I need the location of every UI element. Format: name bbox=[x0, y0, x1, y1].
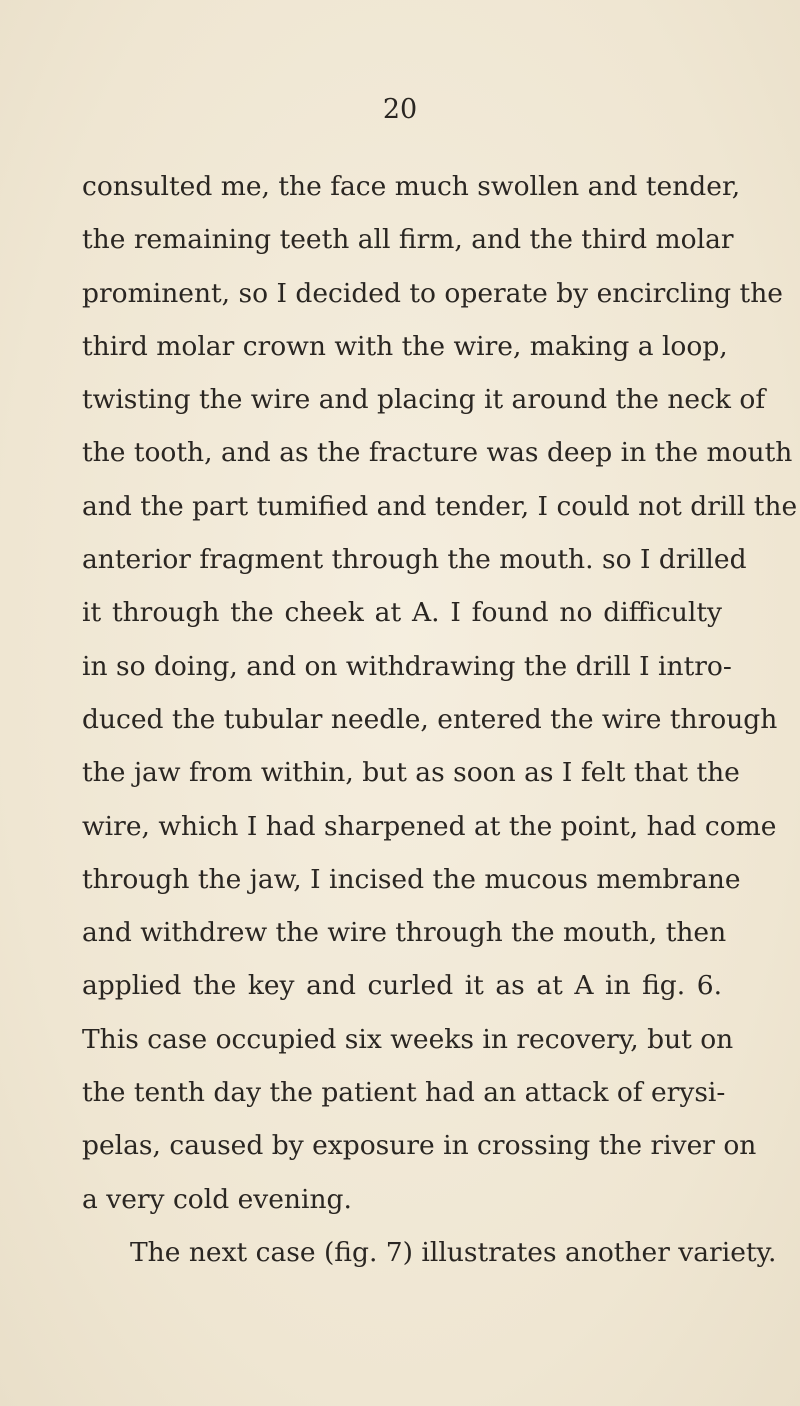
body-text bbox=[82, 167, 798, 1286]
text-line: the tenth day the patient had an attack of erysi- bbox=[82, 1077, 726, 1109]
text-line: applied the key and curled it as at A in fig. 6. bbox=[82, 970, 722, 1002]
text-line: pelas, caused by exposure in crossing the river on bbox=[82, 1130, 757, 1162]
paragraph-start-line: The next case (fig. 7) illustrates another variety. bbox=[130, 1236, 777, 1268]
text-line: the jaw from within, but as soon as I felt that the bbox=[82, 757, 740, 789]
text-line: the remaining teeth all firm, and the third molar bbox=[82, 224, 734, 256]
text-line: This case occupied six weeks in recovery, but on bbox=[82, 1023, 734, 1055]
text-line: in so doing, and on withdrawing the drill I intro- bbox=[82, 650, 732, 682]
text-line: third molar crown with the wire, making a loop, bbox=[82, 330, 728, 362]
text-line: anterior fragment through the mouth. so I drilled bbox=[82, 544, 747, 576]
text-line: through the jaw, I incised the mucous membrane bbox=[82, 863, 741, 895]
text-line: twisting the wire and placing it around the neck of bbox=[82, 384, 766, 416]
text-line: it through the cheek at A. I found no difficulty bbox=[82, 597, 722, 629]
page-number: 20 bbox=[382, 94, 418, 125]
text-line: wire, which I had sharpened at the point, had come bbox=[82, 810, 777, 842]
text-line: and the part tumified and tender, I could not drill the bbox=[82, 490, 798, 522]
text-line: consulted me, the face much swollen and tender, bbox=[82, 171, 741, 202]
text-line: duced the tubular needle, entered the wire through bbox=[82, 703, 778, 735]
text-line: the tooth, and as the fracture was deep in the mouth bbox=[82, 437, 793, 469]
text-line: and withdrew the wire through the mouth, then bbox=[82, 917, 727, 949]
text-line: prominent, so I decided to operate by encircling the bbox=[82, 277, 783, 309]
paragraph-end-line: a very cold evening. bbox=[82, 1183, 352, 1215]
